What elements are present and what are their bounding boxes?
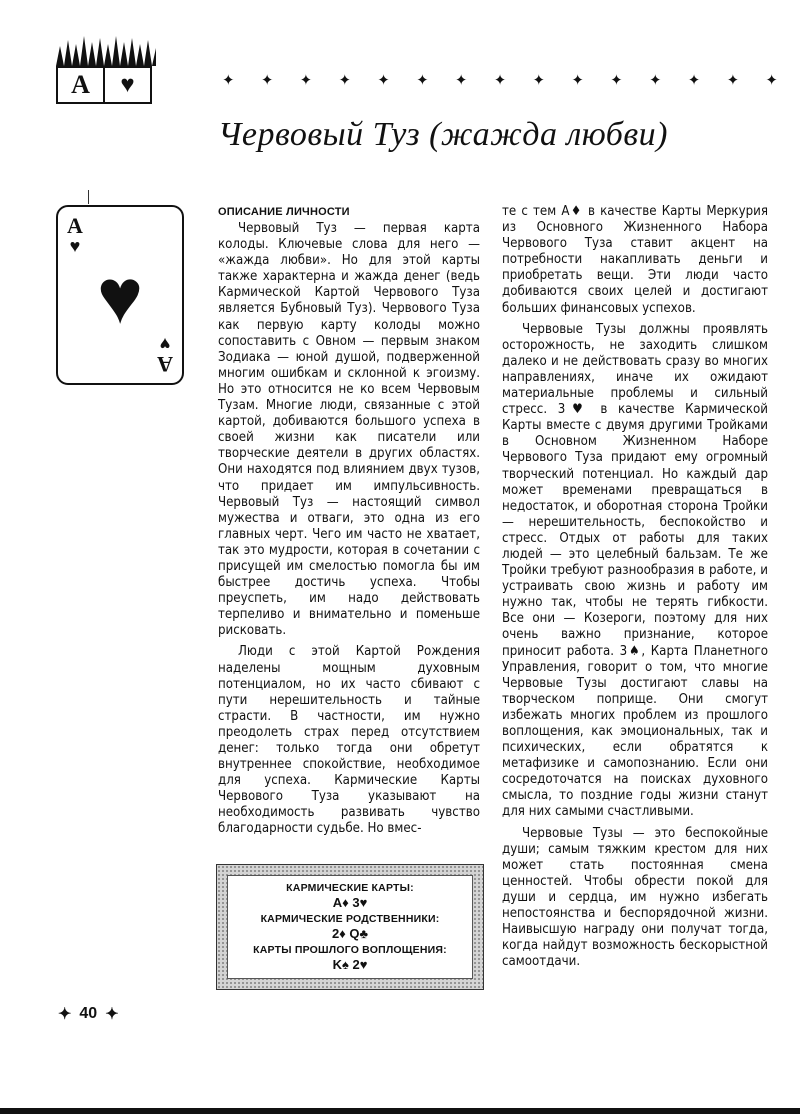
diamond-icon: ✦ (571, 72, 584, 89)
karmic-cards-inner (227, 875, 473, 979)
karmic-cards-value: A♦ 3♥ (332, 894, 368, 910)
section-heading: ОПИСАНИЕ ЛИЧНОСТИ (218, 206, 350, 218)
heart-icon: ♥ (69, 236, 81, 256)
diamond-icon: ✦ (377, 72, 390, 89)
past-life-cards-value: K♠ 2♥ (332, 956, 368, 972)
diamond-icon: ✦ (765, 72, 778, 89)
page-title: Червовый Туз (жажда любви) (218, 116, 668, 153)
diamond-ornament-row (222, 72, 778, 90)
corner-suit-heart-icon: ♥ (103, 68, 150, 102)
diamond-icon: ✦ (260, 72, 274, 89)
past-life-cards-heading: КАРТЫ ПРОШЛОГО ВОПЛОЩЕНИЯ: (253, 943, 447, 956)
diamond-icon: ✦ (416, 72, 429, 89)
paragraph: Червовый Туз — первая карта колоды. Ключевые слова для него — «жажда любви». Но для этой карты также характерна и жажда денег (ведь Кармической Картой Червового Туза является Бубновый Туз). Червового Туза как первую карту колоды можно сопоставить с Овном — первым знаком Зодиака — юной душой, подверженной многим ошибкам и склонной к эгоизму. Но это относится не ко всем Червовым Тузам. Многие люди, связанные с этой картой, добиваются большого успеха в своей жизни как писатели или творческие деятели в других областях. Они находятся под влиянием двух тузов, что придает им импульсивность. Червовый Туз — настоящий символ мужества и отваги, это одна из его главных черт. Чего им часто не хватает, так это мудрости, которая в сочетании с присущей им смелостью помогла бы им быстрее достичь успеха. Чтобы преуспеть, им надо действовать терпеливо и внимательно и поменьше рисковать. (218, 221, 480, 639)
card-index-top (63, 215, 87, 255)
karmic-cards-box (216, 864, 484, 990)
diamond-icon: ✦ (687, 72, 701, 89)
card-center-heart-icon: ♥ (96, 252, 144, 340)
bottom-rule (0, 1108, 800, 1114)
diamond-icon: ✦ (610, 72, 623, 89)
page-number: 40 (79, 1005, 98, 1022)
ace-of-hearts-card (56, 205, 184, 385)
paragraph: Червовые Тузы — это беспокойные души; самым тяжким крестом для них может стать постоянная смена ценностей. Чтобы обрести покой для души и сердца, им нужно избегать непостоянства и беспорядочной жизни. Наивысшую награду они получат тогда, когда найдут возможность бескорыстной самоотдачи. (502, 825, 768, 970)
corner-card-label (56, 66, 152, 104)
card-index-bottom (153, 335, 177, 375)
karmic-relatives-value: 2♦ Q♣ (331, 925, 369, 941)
right-text-column (502, 204, 768, 975)
diamond-icon: ✦ (299, 72, 313, 89)
diamond-icon: ✦ (338, 72, 352, 89)
card-rank: A (157, 352, 173, 377)
diamond-icon: ✦ (648, 72, 662, 89)
paragraph: те с тем A♦ в качестве Карты Меркурия из Основного Жизненного Набора Червового Туза ставит акцент на потребности накапливать деньги и приобретать вещи. Эти люди часто добиваются своих целей и достигают больших финансовых успехов. (502, 204, 768, 316)
page-footer (58, 1004, 119, 1024)
left-text-column (218, 204, 480, 843)
divider-tick (88, 190, 89, 204)
diamond-icon: ✦ (454, 72, 468, 89)
heart-icon: ♥ (159, 334, 171, 354)
card-rank: A (67, 213, 83, 238)
karmic-cards-heading: КАРМИЧЕСКИЕ КАРТЫ: (286, 881, 414, 894)
diamond-icon: ✦ (532, 72, 546, 89)
diamond-icon: ✦ (105, 1006, 119, 1023)
karmic-relatives-heading: КАРМИЧЕСКИЕ РОДСТВЕННИКИ: (260, 912, 440, 925)
diamond-icon: ✦ (493, 72, 507, 89)
diamond-icon: ✦ (222, 72, 235, 89)
corner-rank: A (71, 70, 90, 99)
crown-spikes-ornament (56, 36, 156, 66)
paragraph: Люди с этой Картой Рождения наделены мощным духовным потенциалом, но их часто сбивают с пути нерешительность и тайные страсти. В частности, им нужно преодолеть страх перед отсутствием денег: только тогда они обретут внутреннее спокойствие, необходимое для успеха. Кармические Карты Червового Туза указывают на необходимость развивать чувство благодарности судьбе. Но вмес- (218, 644, 480, 837)
paragraph: Червовые Тузы должны проявлять осторожность, не заходить слишком далеко и не действовать сразу во многих направлениях, иначе их ожидают материальные проблемы и сильный стресс. 3♥ в качестве Кармической Карты вместе с двумя другими Тройками в Основном Жизненном Наборе Червового Туза придают ему огромный творческий потенциал. Но каждый дар может временами превращаться в недостаток, и оборотная сторона Тройки — нерешительность, беспокойство и стресс. Отдых от работы для таких людей — это целебный бальзам. Те же Тройки требуют разнообразия в работе, и устраивать свою жизнь и работу им нужно так, чтобы не терять гибкости. Все они — Козероги, поэтому для них очень важно признание, которое приносит работа. 3♠, Карта Планетного Управления, говорит о том, что многие Червовые Тузы достигают славы на творческом поприще. Они смогут избежать многих проблем из прошлого воплощения, как эмоциональных, так и психических, если обратятся к метафизике и самопознанию. Если они сосредоточатся на поисках духовного смысла, то поздние годы жизни станут для них самыми счастливыми. (502, 321, 768, 820)
diamond-icon: ✦ (58, 1006, 72, 1023)
diamond-icon: ✦ (726, 72, 740, 89)
